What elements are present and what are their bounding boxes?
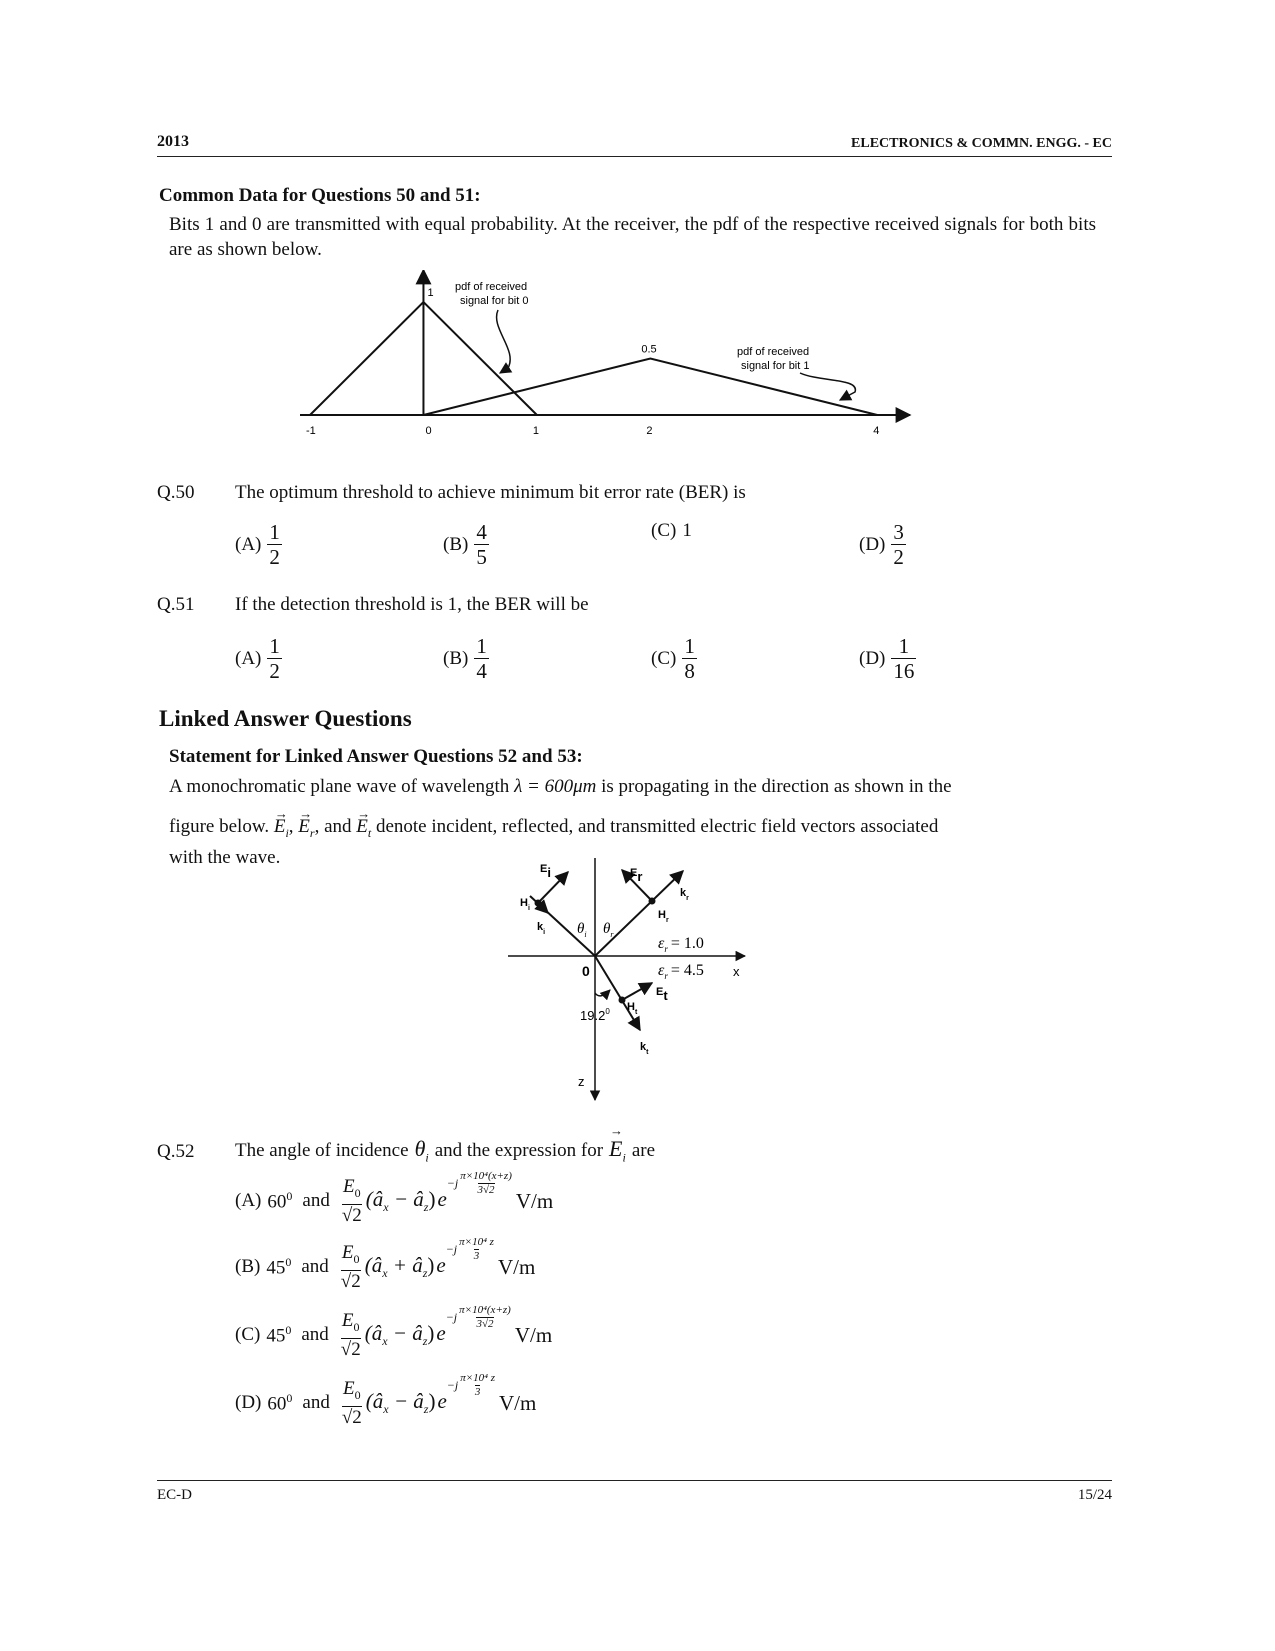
linked-line1-a: A monochromatic plane wave of wavelength	[169, 776, 510, 797]
hi-dot	[535, 900, 542, 907]
close-paren: )	[428, 1389, 436, 1414]
exp-numerator: π×10⁴(x+z)	[460, 1169, 512, 1182]
chart-axes	[300, 270, 910, 415]
fraction-denominator: 16	[893, 659, 915, 683]
label-ei: Ei	[540, 863, 551, 880]
q51-option-0	[235, 634, 282, 683]
q52-theta	[415, 1136, 429, 1165]
label-er: Er	[630, 867, 643, 884]
coefficient-denominator: √2	[340, 1270, 361, 1292]
option-and: and	[302, 1392, 330, 1414]
chart-labels	[306, 281, 879, 437]
vector-et-sub: t	[367, 825, 372, 840]
exponent	[447, 1170, 512, 1197]
vector-er-base: E	[298, 816, 310, 837]
pdf-chart	[300, 270, 960, 470]
unit-vector-expression	[366, 1187, 447, 1215]
angle-degree: 0	[286, 1391, 293, 1406]
label-kr: $k_r$	[680, 887, 689, 902]
exp-prefix: −j	[445, 1309, 458, 1324]
q52-option-3	[235, 1371, 537, 1429]
chart-tick-label: 0	[425, 425, 432, 437]
option-angle	[266, 1255, 291, 1279]
q51-number: Q.51	[157, 594, 195, 615]
az-sub: z	[422, 1334, 428, 1349]
coefficient-denominator: √2	[340, 1338, 361, 1360]
et-arrow	[622, 983, 652, 1000]
label-origin: 0	[582, 963, 590, 979]
coefficient-fraction	[342, 1378, 362, 1429]
exp-denominator: 3	[474, 1385, 481, 1398]
label-x: x	[733, 964, 740, 979]
exp-numerator: π×10⁴ z	[459, 1235, 494, 1248]
q50-option-1	[443, 520, 489, 569]
coefficient-denominator: √2	[341, 1406, 362, 1428]
linked-line1-b: is propagating in the direction as shown in the	[601, 776, 952, 797]
ax-hat: (â	[364, 1253, 383, 1278]
label-z: z	[578, 1074, 585, 1089]
vector-ei-sub: i	[285, 825, 289, 840]
coefficient-numerator	[343, 1176, 361, 1204]
q52-theta-base: θ	[414, 1136, 426, 1161]
exp-fraction	[460, 1170, 512, 1197]
option-label: (A)	[235, 1190, 262, 1212]
exp-denominator: 3√2	[476, 1317, 494, 1330]
fraction-denominator: 2	[893, 545, 904, 569]
fraction-numerator: 1	[476, 634, 487, 658]
q52-number: Q.52	[157, 1141, 195, 1162]
option-and: and	[301, 1256, 329, 1278]
q51-option-1	[443, 634, 489, 683]
fraction-denominator: 2	[269, 545, 280, 569]
header-year: 2013	[157, 133, 189, 150]
chart-tick-label: 2	[646, 425, 653, 437]
option-angle	[267, 1391, 292, 1415]
exp-e: e	[437, 1187, 447, 1212]
label-angle: 19.2$^0$	[580, 1007, 610, 1023]
vector-er	[298, 814, 314, 846]
q51-option-fraction	[682, 634, 697, 683]
q51-option-label: (B)	[443, 647, 469, 669]
label-eps2: $\varepsilon_r = 4.5$	[658, 962, 704, 981]
chart-tick-label: 1	[532, 425, 540, 437]
option-label: (D)	[235, 1392, 262, 1414]
linked-line2-a: figure below.	[169, 816, 270, 837]
label-ht: $H_t$	[627, 1001, 638, 1016]
q50-option-label: (B)	[443, 533, 469, 555]
angle-degree: 0	[285, 1323, 292, 1338]
q52-option-1	[235, 1235, 536, 1293]
unit-vector-expression	[366, 1389, 447, 1417]
q51-option-3	[859, 634, 916, 683]
option-label: (C)	[235, 1324, 261, 1346]
az-hat: + â	[387, 1253, 423, 1278]
q52-text-a: The angle of incidence	[235, 1140, 409, 1161]
coefficient-denominator: √2	[341, 1204, 362, 1226]
coef-e-sub: 0	[353, 1251, 360, 1266]
exp-fraction	[459, 1304, 511, 1331]
q50-number: Q.50	[157, 482, 195, 503]
linked-line2-b: denote incident, reflected, and transmitted electric field vectors associated	[375, 816, 939, 837]
header-subject: ELECTRONICS & COMMN. ENGG. - EC	[851, 136, 1112, 151]
footer-code: EC-D	[157, 1487, 192, 1503]
label-et: Et	[656, 986, 668, 1003]
unit-vector-expression	[365, 1321, 446, 1349]
common-data-title: Common Data for Questions 50 and 51:	[159, 185, 481, 206]
q52-text	[235, 1136, 655, 1165]
ax-sub: x	[383, 1200, 389, 1215]
linked-statement-title: Statement for Linked Answer Questions 52 and 53:	[169, 746, 583, 767]
coefficient-fraction	[341, 1242, 361, 1293]
angle-degree: 0	[286, 1189, 293, 1204]
footer-rule	[157, 1480, 1112, 1481]
coef-e: E	[342, 1378, 355, 1399]
q50-option-fraction	[891, 520, 906, 569]
q50-option-label: (C)	[651, 520, 677, 541]
q50-text: The optimum threshold to achieve minimum bit error rate (BER) is	[235, 482, 746, 503]
angle-value: 60	[267, 1393, 287, 1415]
angle-arc	[595, 990, 610, 996]
hr-dot	[649, 898, 656, 905]
q51-option-fraction	[474, 634, 489, 683]
ax-hat: (â	[365, 1187, 384, 1212]
fraction-numerator: 1	[269, 634, 280, 658]
q52-ei-base: E	[609, 1136, 623, 1161]
q52-option-2	[235, 1303, 553, 1361]
exponent	[446, 1304, 511, 1331]
ax-hat: (â	[365, 1389, 384, 1414]
ht-dot	[619, 997, 626, 1004]
q50-option-label: (A)	[235, 533, 262, 555]
label-hr: $H_r$	[658, 909, 669, 924]
q52-ei	[609, 1136, 626, 1165]
unit-vector-expression	[365, 1253, 446, 1281]
ax-hat: (â	[364, 1321, 383, 1346]
angle-degree: 0	[285, 1255, 292, 1270]
az-hat: − â	[388, 1389, 424, 1414]
close-paren: )	[427, 1321, 435, 1346]
q51-option-fraction	[267, 634, 282, 683]
exponent	[446, 1236, 494, 1263]
angle-value: 60	[267, 1191, 287, 1213]
az-hat: − â	[387, 1321, 423, 1346]
chart-legend-pointer-1	[800, 373, 855, 400]
linked-and: , and	[314, 816, 352, 837]
q51-option-label: (A)	[235, 647, 262, 669]
fraction-denominator: 5	[476, 545, 487, 569]
label-theta-i: $\theta_i$	[577, 921, 587, 939]
coef-e-sub: 0	[353, 1319, 360, 1334]
label-theta-r: $\theta_r$	[603, 921, 614, 939]
chart-legend-text: pdf of received	[455, 281, 528, 293]
q52-ei-sub: i	[622, 1150, 626, 1165]
vector-et-base: E	[356, 816, 368, 837]
vector-ei	[274, 814, 289, 846]
q50-option-fraction	[474, 520, 489, 569]
chart-legend-pointer-0	[497, 310, 511, 373]
fraction-numerator: 3	[893, 520, 904, 544]
q52-option-0	[235, 1169, 554, 1227]
exp-e: e	[436, 1321, 446, 1346]
q50-option-value: 1	[682, 520, 692, 541]
wave-figure	[500, 858, 770, 1108]
option-angle	[267, 1189, 292, 1213]
header-rule	[157, 156, 1112, 157]
option-and: and	[302, 1190, 330, 1212]
exp-e: e	[436, 1253, 446, 1278]
label-kt: $k_t$	[640, 1041, 649, 1056]
az-sub: z	[423, 1402, 429, 1417]
common-data-text: Bits 1 and 0 are transmitted with equal probability. At the receiver, the pdf of the respective received signals for both bits are as shown below.	[169, 214, 1096, 260]
option-unit: V/m	[514, 1322, 553, 1347]
q51-option-fraction	[891, 634, 916, 683]
option-label: (B)	[235, 1256, 261, 1278]
label-hi: $H_i$	[520, 897, 530, 912]
ei-arrow	[538, 872, 568, 903]
fraction-numerator: 1	[684, 634, 695, 658]
az-hat: − â	[388, 1187, 424, 1212]
coef-e: E	[341, 1310, 354, 1331]
option-angle	[266, 1323, 291, 1347]
option-and: and	[301, 1324, 329, 1346]
chart-legend-text: signal for bit 0	[460, 295, 529, 307]
az-sub: z	[423, 1200, 429, 1215]
exp-prefix: −j	[446, 1175, 459, 1190]
q51-option-label: (D)	[859, 647, 886, 669]
exp-fraction	[459, 1236, 494, 1263]
chart-annotation-peak-1: 0.5	[641, 343, 657, 356]
q50-option-3	[859, 520, 906, 569]
ax-sub: x	[382, 1266, 388, 1281]
q52-text-b: and the expression for	[434, 1140, 604, 1161]
fraction-numerator: 1	[269, 520, 280, 544]
label-eps1: $\varepsilon_r = 1.0$	[658, 935, 704, 954]
close-paren: )	[428, 1187, 436, 1212]
ax-sub: x	[382, 1334, 388, 1349]
option-unit: V/m	[515, 1188, 554, 1213]
coefficient-fraction	[341, 1310, 361, 1361]
ax-sub: x	[383, 1402, 389, 1417]
q50-option-0	[235, 520, 282, 569]
exp-e: e	[437, 1389, 447, 1414]
q50-option-label: (D)	[859, 533, 886, 555]
footer-page: 15/24	[1077, 1487, 1112, 1503]
coefficient-fraction	[342, 1176, 362, 1227]
chart-tick-label: -1	[306, 425, 316, 437]
fraction-numerator: 4	[476, 520, 487, 544]
vector-et	[356, 814, 371, 846]
chart-legend-text: signal for bit 1	[741, 360, 810, 372]
angle-value: 45	[266, 1257, 286, 1279]
label-ki: $k_i$	[537, 921, 546, 936]
chart-tick-label: 4	[873, 425, 880, 437]
q51-text: If the detection threshold is 1, the BER will be	[235, 594, 589, 615]
exp-numerator: π×10⁴ z	[460, 1371, 495, 1384]
coef-e: E	[342, 1176, 355, 1197]
coef-e-sub: 0	[354, 1387, 361, 1402]
coefficient-numerator	[342, 1310, 360, 1338]
fraction-denominator: 4	[476, 659, 487, 683]
fraction-denominator: 2	[269, 659, 280, 683]
chart-annotation-peak-0: 1	[427, 287, 434, 299]
chart-legend-text: pdf of received	[737, 346, 810, 358]
q50-option-fraction	[267, 520, 282, 569]
q51-option-label: (C)	[651, 647, 677, 669]
fraction-numerator: 1	[898, 634, 910, 658]
fraction-denominator: 8	[684, 659, 695, 683]
exp-prefix: −j	[446, 1377, 459, 1392]
linked-line2: figure below. → $E_i$, → $E_r$, and → $E_t$ denote incident, reflected, and transmitted electric field vectors associated	[169, 814, 1096, 846]
exponent	[447, 1372, 495, 1399]
coefficient-numerator	[343, 1378, 361, 1406]
coef-e-sub: 0	[354, 1185, 361, 1200]
close-paren: )	[427, 1253, 435, 1278]
option-unit: V/m	[497, 1254, 536, 1279]
az-sub: z	[422, 1266, 428, 1281]
exp-denominator: 3	[473, 1249, 480, 1262]
exp-fraction	[460, 1372, 495, 1399]
vector-ei-base: E	[273, 816, 286, 837]
coefficient-numerator	[342, 1242, 360, 1270]
linked-title: Linked Answer Questions	[159, 706, 412, 731]
linked-line3: with the wave.	[169, 847, 281, 868]
q50-option-2	[651, 520, 692, 542]
exp-numerator: π×10⁴(x+z)	[459, 1303, 511, 1316]
angle-value: 45	[266, 1325, 286, 1347]
coef-e: E	[341, 1242, 354, 1263]
lambda-value: λ = 600μm	[514, 776, 597, 797]
exp-denominator: 3√2	[477, 1183, 495, 1196]
q51-option-2	[651, 634, 697, 683]
q52-theta-sub: i	[425, 1150, 429, 1165]
chart-series	[310, 302, 877, 415]
vector-er-sub: r	[309, 825, 315, 840]
linked-line1	[169, 774, 1096, 799]
option-unit: V/m	[499, 1390, 537, 1415]
exp-prefix: −j	[445, 1241, 458, 1256]
q52-text-c: are	[631, 1140, 656, 1161]
